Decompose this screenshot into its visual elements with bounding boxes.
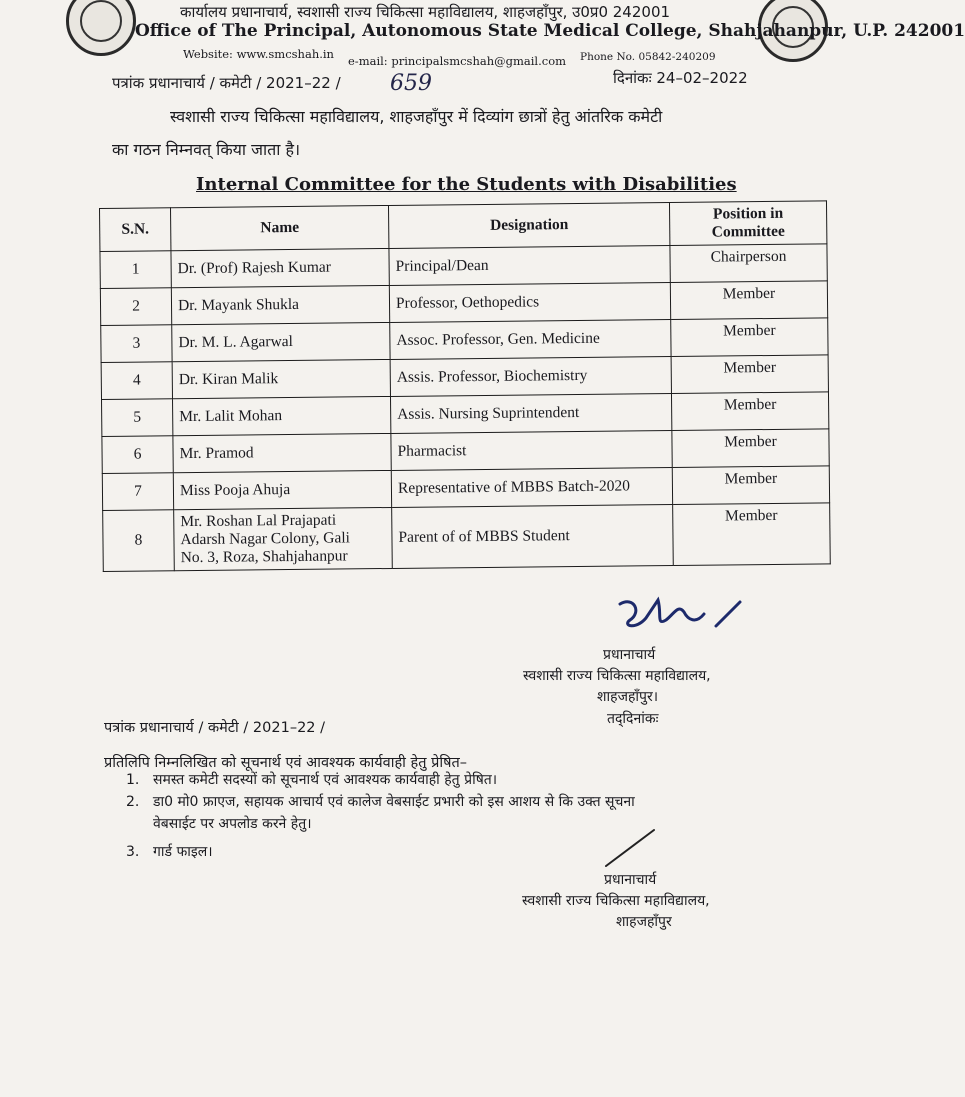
list-item (126, 842, 635, 864)
cell-name: Dr. M. L. Agarwal (172, 322, 390, 361)
cell-position: Member (671, 392, 828, 431)
cell-name: Miss Pooja Ahuja (173, 470, 391, 509)
copy-intro: प्रतिलिपि निम्नलिखित को सूचनार्थ एवं आवश्यक कार्यवाही हेतु प्रेषित– (104, 755, 468, 771)
cell-sn: 4 (101, 362, 172, 400)
cell-name-line-1: Mr. Roshan Lal Prajapati (180, 511, 337, 531)
header-position (669, 201, 826, 246)
intro-line-2: का गठन निम्नवत् किया जाता है। (112, 140, 301, 159)
signatory-city-2: शाहजहाँपुर (616, 914, 672, 930)
list-item-number: 2. (126, 794, 140, 810)
list-item-text: डा0 मो0 फ्राएज, सहायक आचार्य एवं कालेज वेबसाईट प्रभारी को इस आशय से कि उक्त सूचना (153, 794, 635, 810)
copy-recipient-list (126, 770, 635, 864)
list-item (126, 792, 635, 814)
cell-name: Dr. Kiran Malik (172, 359, 390, 398)
list-item-number: 1. (126, 772, 140, 788)
cell-name-line-3: No. 3, Roza, Shahjahanpur (180, 547, 348, 567)
list-item-number: 3. (126, 844, 140, 860)
signatory-institution-2: स्वशासी राज्य चिकित्सा महाविद्यालय, (522, 893, 710, 909)
committee-title: Internal Committee for the Students with Disabilities (196, 174, 737, 195)
header-name: Name (171, 205, 389, 250)
list-item (126, 770, 635, 792)
cell-sn: 3 (101, 325, 172, 363)
header-hindi-line: कार्यालय प्रधानाचार्य, स्वशासी राज्य चिकित्सा महाविद्यालय, शाहजहाँपुर, उ0प्र0 242001 (180, 3, 671, 21)
header-phone: Phone No. 05842-240209 (580, 51, 716, 63)
cell-sn: 1 (100, 251, 171, 289)
list-item-continuation: वेबसाईट पर अपलोड करने हेतु। (153, 816, 312, 832)
cell-name-line-2: Adarsh Nagar Colony, Gali (180, 529, 351, 549)
reference-number: पत्रांक प्रधानाचार्य / कमेटी / 2021–22 / (112, 74, 341, 92)
signatory-institution: स्वशासी राज्य चिकित्सा महाविद्यालय, (523, 668, 711, 684)
cell-position: Member (671, 318, 828, 357)
handwritten-dispatch-number: 659 (390, 71, 432, 96)
cell-sn: 8 (103, 510, 175, 572)
cell-position: Member (672, 466, 829, 505)
cell-name (174, 507, 393, 570)
cell-position: Member (671, 355, 828, 394)
cell-designation: Assis. Professor, Biochemistry (390, 357, 671, 397)
cell-position: Member (673, 503, 831, 566)
cell-name: Mr. Pramod (173, 433, 391, 472)
header-english-line: Office of The Principal, Autonomous State Medical College, Shahjahanpur, U.P. 242001 (135, 21, 965, 41)
list-item-text: समस्त कमेटी सदस्यों को सूचनार्थ एवं आवश्यक कार्यवाही हेतु प्रेषित। (153, 772, 498, 788)
cell-name: Mr. Lalit Mohan (173, 396, 391, 435)
table-header-row (100, 201, 827, 252)
committee-table (99, 200, 831, 572)
cell-sn: 5 (102, 399, 173, 437)
cell-position: Member (670, 281, 827, 320)
cell-designation: Assis. Nursing Suprintendent (390, 394, 671, 434)
header-position-line-1: Position in (712, 204, 784, 223)
same-date-label: तद्‌दिनांकः (607, 711, 659, 727)
cell-position: Member (672, 429, 829, 468)
cell-designation: Assoc. Professor, Gen. Medicine (390, 320, 671, 360)
principal-signature (612, 590, 752, 640)
principal-initial-signature (600, 826, 660, 870)
cell-sn: 2 (100, 288, 171, 326)
cell-position: Chairperson (670, 244, 827, 283)
cell-name: Dr. Mayank Shukla (171, 285, 389, 324)
header-website: Website: www.smcshah.in (183, 47, 334, 61)
list-item-text: गार्ड फाइल। (153, 844, 213, 860)
cell-designation: Professor, Oethopedics (389, 283, 670, 323)
table-row (103, 503, 831, 572)
header-sn: S.N. (100, 208, 171, 252)
state-emblem-logo (66, 0, 136, 56)
header-designation: Designation (388, 203, 669, 249)
signatory-title-2: प्रधानाचार्य (604, 872, 657, 888)
cell-designation: Parent of of MBBS Student (392, 505, 674, 569)
header-position-line-2: Committee (711, 222, 785, 241)
cell-designation: Principal/Dean (389, 246, 670, 286)
intro-line-1: स्वशासी राज्य चिकित्सा महाविद्यालय, शाहजहाँपुर में दिव्यांग छात्रों हेतु आंतरिक कमेटी (170, 107, 663, 126)
cell-designation: Pharmacist (391, 431, 672, 471)
header-email: e-mail: principalsmcshah@gmail.com (348, 54, 567, 68)
cell-designation: Representative of MBBS Batch-2020 (391, 468, 672, 508)
letter-date: दिनांकः 24–02–2022 (613, 69, 748, 87)
signatory-city: शाहजहाँपुर। (597, 689, 659, 705)
cell-name: Dr. (Prof) Rajesh Kumar (171, 248, 389, 287)
cell-sn: 6 (102, 436, 173, 474)
copy-reference-number: पत्रांक प्रधानाचार्य / कमेटी / 2021–22 / (104, 720, 326, 736)
cell-sn: 7 (102, 473, 173, 511)
signatory-title: प्रधानाचार्य (603, 647, 656, 663)
